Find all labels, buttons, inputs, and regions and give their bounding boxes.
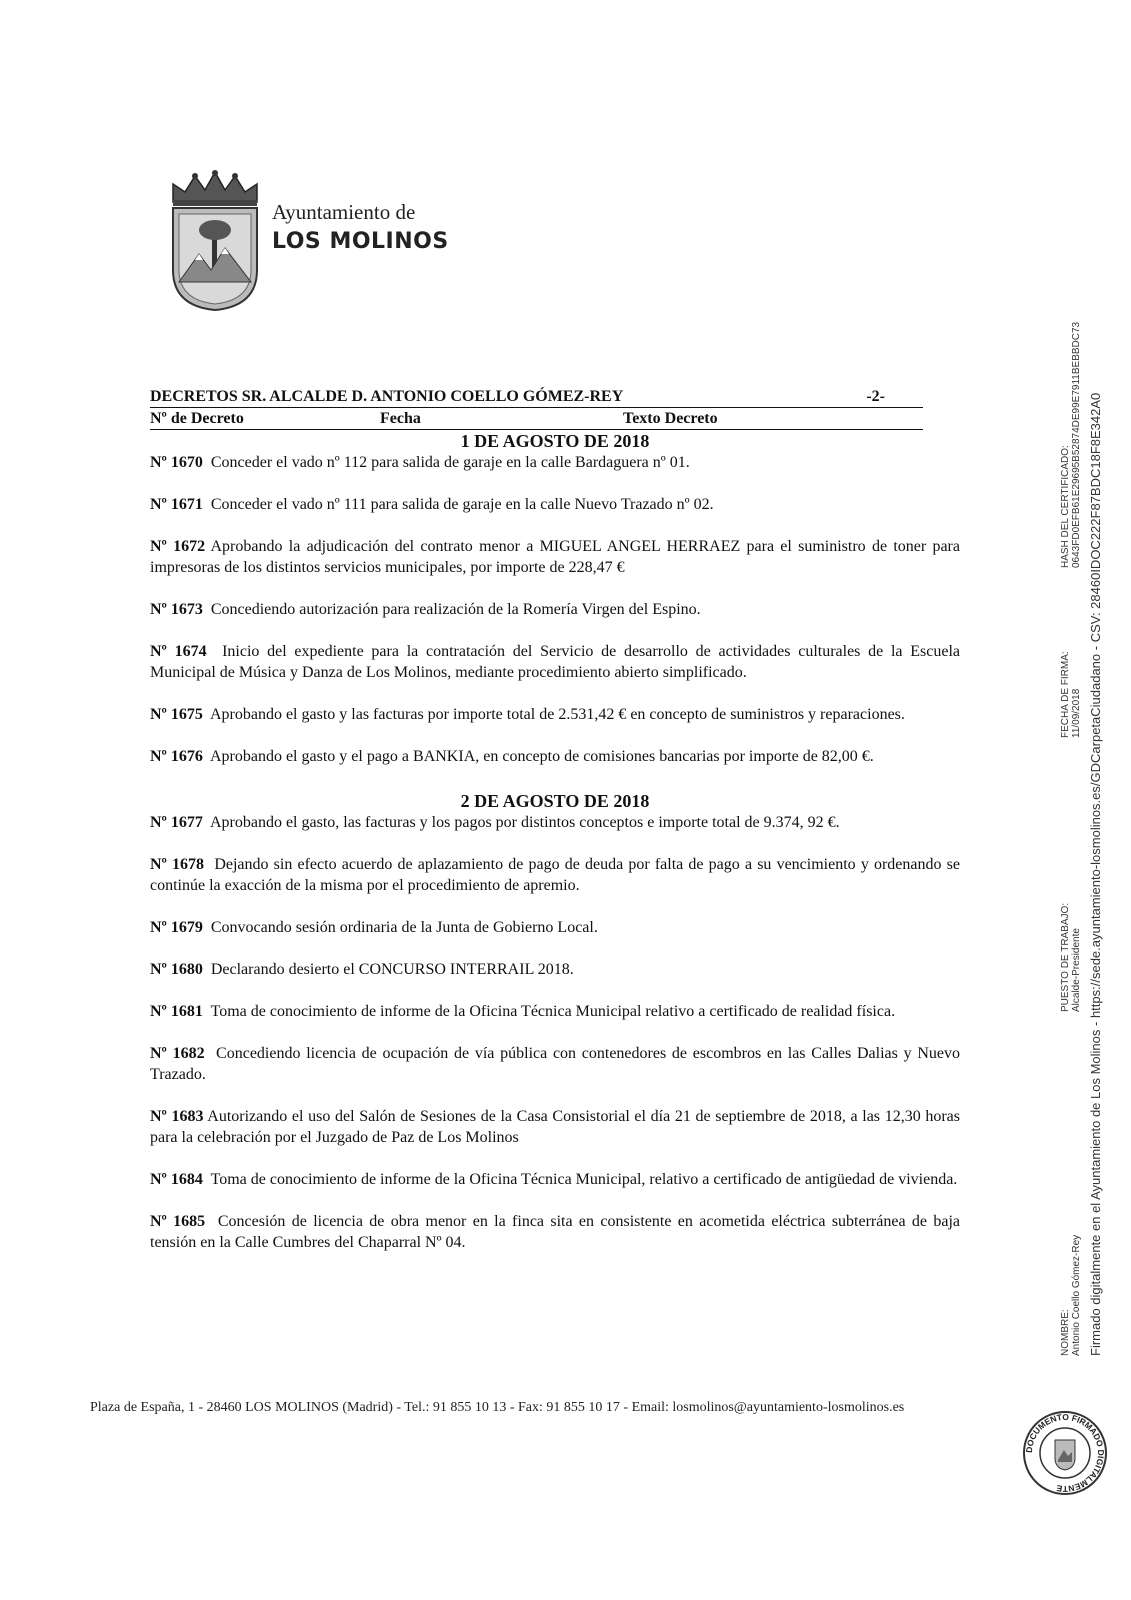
decree-text: Inicio del expediente para la contratación del Servicio de desarrollo de actividades culturales de la Escuela Municipal de Música y Danza de Los Molinos, mediante procedimiento abierto simplificado. xyxy=(150,643,961,681)
signature-hash-value: 0643FD0EFB61E29695B52874DE99E7911BEBBDC73 xyxy=(1071,321,1082,568)
decree-text: Dejando sin efecto acuerdo de aplazamiento de pago de deuda por falta de pago a su vencimiento y ordenando se continúe la exacción de la misma por el procedimiento de apremio. xyxy=(150,856,960,894)
decree-text: Autorizando el uso del Salón de Sesiones de la Casa Consistorial el día 21 de septiembre de 2018, a las 12,30 horas para la celebración por el Juzgado de Paz de Los Molinos xyxy=(150,1108,961,1146)
column-headers xyxy=(150,408,923,430)
decree-entry xyxy=(150,854,960,896)
decree-number: Nº 1676 xyxy=(150,748,203,765)
decree-list xyxy=(150,386,960,1253)
decree-text: Convocando sesión ordinaria de la Junta de Gobierno Local. xyxy=(210,919,598,936)
decree-text: Conceder el vado nº 112 para salida de garaje en la calle Bardaguera nº 01. xyxy=(210,454,690,471)
signature-name-block xyxy=(1060,1235,1082,1356)
section-date: 2 DE AGOSTO DE 2018 xyxy=(460,791,650,811)
decree-number: Nº 1684 xyxy=(150,1171,203,1188)
decree-entry xyxy=(150,1211,960,1253)
column-header-number: Nº de Decreto xyxy=(150,410,244,427)
decree-entry xyxy=(150,452,960,473)
signature-position-label: PUESTO DE TRABAJO: xyxy=(1060,902,1071,1012)
decree-entry xyxy=(150,917,960,938)
signature-position-block xyxy=(1060,903,1082,1012)
footer-address: Plaza de España, 1 - 28460 LOS MOLINOS (Madrid) - Tel.: 91 855 10 13 - Fax: 91 855 10 17 - Email: losmolinos@ayuntamiento-losmolinos.es xyxy=(90,1400,905,1415)
decree-text: Conceder el vado nº 111 para salida de garaje en la calle Nuevo Trazado nº 02. xyxy=(210,496,714,513)
decree-entry xyxy=(150,1001,960,1022)
decree-text: Aprobando el gasto y las facturas por importe total de 2.531,42 € en concepto de suministros y reparaciones. xyxy=(209,706,905,723)
decree-text: Aprobando el gasto y el pago a BANKIA, en concepto de comisiones bancarias por importe de 82,00 €. xyxy=(209,748,874,765)
page-number: -2- xyxy=(866,388,885,405)
signature-hash-label: HASH DEL CERTIFICADO: xyxy=(1060,445,1071,568)
decree-text: Toma de conocimiento de informe de la Oficina Técnica Municipal relativo a certificado de realidad física. xyxy=(210,1003,896,1020)
signature-hash-block xyxy=(1060,322,1082,568)
decree-text: Concediendo autorización para realización de la Romería Virgen del Espino. xyxy=(210,601,701,618)
decree-entry xyxy=(150,746,960,767)
seal-text: DOCUMENTO FIRMADO DIGITALMENTE xyxy=(1023,1411,1107,1495)
decree-text: Toma de conocimiento de informe de la Oficina Técnica Municipal, relativo a certificado de antigüedad de vivienda. xyxy=(210,1171,958,1188)
decree-entry xyxy=(150,494,960,515)
signature-date-label: FECHA DE FIRMA: xyxy=(1060,651,1071,738)
decree-number: Nº 1685 xyxy=(150,1213,206,1230)
decree-text: Declarando desierto el CONCURSO INTERRAIL 2018. xyxy=(210,961,574,978)
section-date: 1 DE AGOSTO DE 2018 xyxy=(460,431,650,451)
decree-number: Nº 1679 xyxy=(150,919,203,936)
decree-text: Aprobando el gasto, las facturas y los pagos por distintos conceptos e importe total de 9.374, 92 €. xyxy=(209,814,840,831)
signature-date-block xyxy=(1060,651,1082,738)
org-name-line1: Ayuntamiento de xyxy=(272,200,416,224)
decree-number: Nº 1672 xyxy=(150,538,206,555)
signature-name-value: Antonio Coello Gómez-Rey xyxy=(1071,1234,1082,1356)
decree-entry xyxy=(150,959,960,980)
signature-date-value: 11/09/2018 xyxy=(1071,688,1082,738)
column-header-text: Texto Decreto xyxy=(623,410,718,427)
decree-number: Nº 1680 xyxy=(150,961,203,978)
decree-entry xyxy=(150,1106,960,1148)
decree-number: Nº 1683 xyxy=(150,1108,204,1125)
decree-entry xyxy=(150,704,960,725)
decree-entry xyxy=(150,641,960,683)
org-name-line2: LOS MOLINOS xyxy=(272,229,449,254)
decree-number: Nº 1674 xyxy=(150,643,207,660)
decree-entry xyxy=(150,1169,960,1190)
decree-text: Aprobando la adjudicación del contrato menor a MIGUEL ANGEL HERRAEZ para el suministro de toner para impresoras de los distintos servicios municipales, por importe de 228,47 € xyxy=(150,538,960,576)
decree-number: Nº 1681 xyxy=(150,1003,203,1020)
digital-signature-seal xyxy=(1022,1410,1108,1496)
decree-number: Nº 1673 xyxy=(150,601,203,618)
signature-position-value: Alcalde-Presidente xyxy=(1071,928,1082,1012)
decree-number: Nº 1682 xyxy=(150,1045,205,1062)
decree-entry xyxy=(150,536,960,578)
organization-name xyxy=(272,200,449,254)
decree-entry xyxy=(150,812,960,833)
decree-text: Concesión de licencia de obra menor en la finca sita en consistente en acometida eléctrica subterránea de baja tensión en la Calle Cumbres del Chaparral Nº 04. xyxy=(150,1213,961,1251)
decree-number: Nº 1678 xyxy=(150,856,204,873)
decree-entry xyxy=(150,1043,960,1085)
decree-text: Concediendo licencia de ocupación de vía pública con contenedores de escombros en las Calles Dalias y Nuevo Trazado. xyxy=(150,1045,960,1083)
decree-entry xyxy=(150,599,960,620)
document-title: DECRETOS SR. ALCALDE D. ANTONIO COELLO GÓMEZ-REY xyxy=(150,388,624,405)
document-title-row xyxy=(150,386,923,408)
column-header-date: Fecha xyxy=(380,410,421,427)
signature-name-label: NOMBRE: xyxy=(1060,1309,1071,1356)
decree-number: Nº 1671 xyxy=(150,496,203,513)
coat-of-arms-logo xyxy=(165,170,265,312)
decree-number: Nº 1675 xyxy=(150,706,203,723)
decree-number: Nº 1670 xyxy=(150,454,203,471)
digital-signature-verification: Firmado digitalmente en el Ayuntamiento de Los Molinos - https://sede.ayuntamiento-losmolinos.es/GDCarpetaCiudadano - CSV: 28460IDOC222F87BDC18F8E342A0 xyxy=(1088,392,1103,1356)
decree-number: Nº 1677 xyxy=(150,814,203,831)
